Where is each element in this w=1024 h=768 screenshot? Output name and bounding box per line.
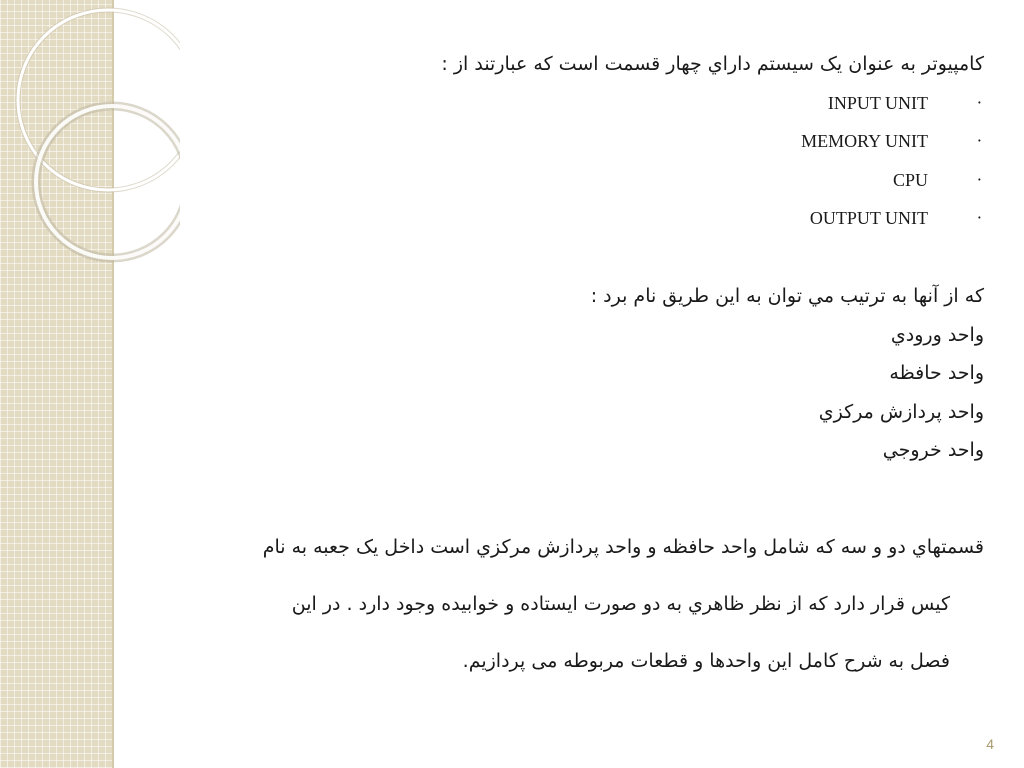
bullet-icon: · [976,93,982,112]
paragraph-line-1: قسمتهاي دو و سه که شامل واحد حافظه و واحد پردازش مرکزي است داخل یک جعبه به نام [262,536,984,558]
bullet-icon: · [976,208,982,227]
unit-list-item [684,93,984,117]
unit-label-input: INPUT UNIT [827,93,928,113]
intro-text: کامپیوتر به عنوان یک سیستم داراي چهار قسمت است که عبارتند از : [441,53,984,75]
slide-content [140,0,984,768]
unit-name-memory: واحد حافظه [889,362,984,384]
unit-list-item [684,170,984,194]
page-number: 4 [986,736,994,752]
unit-list-item [684,131,984,155]
unit-label-memory: MEMORY UNIT [801,131,928,151]
unit-name-cpu: واحد پردازش مرکزي [818,401,984,423]
unit-label-output: OUTPUT UNIT [809,208,928,228]
names-intro-text: که از آنها به ترتیب مي توان به این طریق نام برد : [590,285,984,307]
paragraph-line-2: کیس قرار دارد که از نظر ظاهري به دو صورت ایستاده و خوابیده وجود دارد . در این [291,593,950,615]
unit-label-cpu: CPU [892,170,928,190]
paragraph-line-3: فصل به شرح کامل این واحدها و قطعات مربوطه می پردازیم. [462,650,950,672]
unit-name-output: واحد خروجي [882,439,984,461]
bullet-icon: · [976,131,982,150]
bullet-icon: · [976,170,982,189]
unit-name-input: واحد ورودي [890,324,984,346]
unit-list-item [684,208,984,232]
